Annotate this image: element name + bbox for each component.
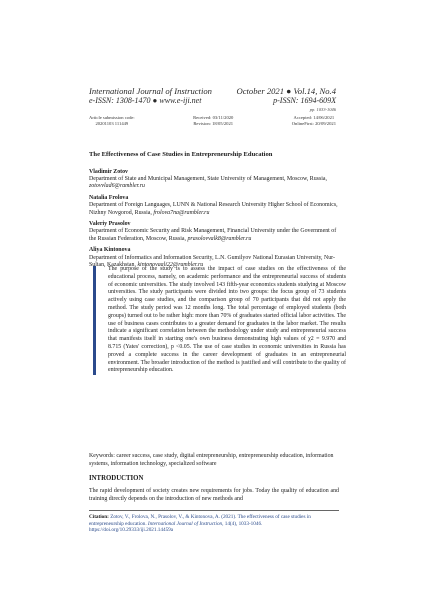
eissn-website: e-ISSN: 1308-1470 ● www.e-iji.net [89, 96, 202, 105]
section-heading-introduction: INTRODUCTION [89, 475, 144, 482]
introduction-text: The rapid development of society creates new requirements for jobs. Today the quality of education and training directly depends on the introduction of new methods and [89, 488, 339, 502]
author-affiliation: Department of Informatics and Information Security, L.N. Gumilyov National Eurasian University, Nur-Sultan, Kazakhstan, [89, 254, 335, 268]
submission-code: 20201103 111449 [95, 121, 129, 126]
citation-journal: International Journal of Instruction [147, 520, 223, 527]
author-list [89, 169, 339, 273]
article-meta [89, 115, 336, 127]
author-name: Aliya Kintonova [89, 247, 131, 254]
submission-label: Article submission code: [89, 115, 135, 120]
accepted-date: Accepted: 14/06/2021 [293, 115, 335, 120]
received-date: Received: 03/11/2020 [193, 115, 234, 120]
citation-text: Zotov, V., Frolova, N., Prasolov, V., & Kintonova, A. (2021). The effectiveness of case studies in entrepreneurship education. [89, 514, 311, 527]
author-email[interactable]: frolova7na@rambler.ru [153, 209, 210, 216]
paper-title: The Effectiveness of Case Studies in Entrepreneurship Education [89, 151, 273, 158]
author-name: Natalia Frolova [89, 195, 129, 202]
page-range: pp. 1033-1046 [309, 107, 336, 112]
journal-header-row-1 [89, 86, 336, 96]
received-revision-block [193, 115, 233, 127]
revision-date: Revision: 18/05/2021 [193, 121, 234, 126]
keywords: Keywords: career success, case study, digital entrepreneurship, entrepreneurship education, information systems, information technology, specialized software [89, 453, 334, 467]
submission-block [89, 115, 135, 127]
author-affiliation: Department of Economic Security and Risk Management, Financial University under the Government of the Russian Federation, Moscow, Russia, [89, 228, 337, 242]
author-email[interactable]: prasolovvalk8@rambler.ru [187, 235, 252, 242]
accepted-online-block [292, 115, 336, 127]
author-block [89, 221, 339, 243]
author-affiliation: Department of Foreign Languages, LUNN & National Research University Higher School of Economics, Nizhny Novgorod, Russia, [89, 202, 338, 216]
author-block [89, 169, 339, 191]
author-block [89, 195, 339, 217]
issue-date-volume: October 2021 ● Vol.14, No.4 [236, 86, 336, 96]
author-email[interactable]: kintonovaali22@rambler.ru [137, 261, 204, 268]
online-first-date: OnlineFirst: 20/09/2021 [291, 121, 336, 126]
citation-ref: , 14(4), 1033-1046. [222, 520, 263, 527]
abstract: The purpose of the study is to assess the impact of case studies on the effectiveness of the educational process, namely, on academic performance and the entrepreneurial success of students of economic universities. The study involved 143 fifth-year economics students studying at Moscow universities. The study participants were divided into two groups: the focus group of 73 students actively using case studies, and the comparison group of 70 participants that did not apply the method. The study period was 12 months long. The total percentage of employed students (both groups) turned out to be rather high: more than 70% of graduates started official labor activities. The use of business cases contributes to a greater demand for graduates in the labor market. The results indicate a significant correlation between the methodology under study and entrepreneurial success that manifests itself in starting one's own business demonstrating high values of χ2 = 9.970 and 8.715 (Yates' correction), p <0.05. The use of case studies in economic universities in Russia has proved a complete success in the career development of graduates in an entrepreneurial environment. The broader introduction of the method is justified and will contribute to the quality of entrepreneurship education. [93, 266, 346, 375]
author-affiliation: Department of State and Municipal Management, State University of Management, Moscow, Russia, [89, 176, 327, 183]
citation-label: Citation: [89, 514, 109, 520]
citation-doi-link[interactable]: https://doi.org/10.29333/iji.2021.14459a [89, 527, 174, 533]
footnote-divider [89, 510, 339, 511]
pissn: p-ISSN: 1694-609X [273, 96, 336, 105]
journal-header-row-2 [89, 96, 336, 105]
journal-name: International Journal of Instruction [89, 86, 212, 96]
author-email[interactable]: zotovvlad6@rambler.ru [89, 183, 145, 190]
author-name: Vladimir Zotov [89, 169, 128, 175]
citation-block [89, 514, 339, 534]
author-name: Valeriy Prasolov [89, 221, 131, 228]
